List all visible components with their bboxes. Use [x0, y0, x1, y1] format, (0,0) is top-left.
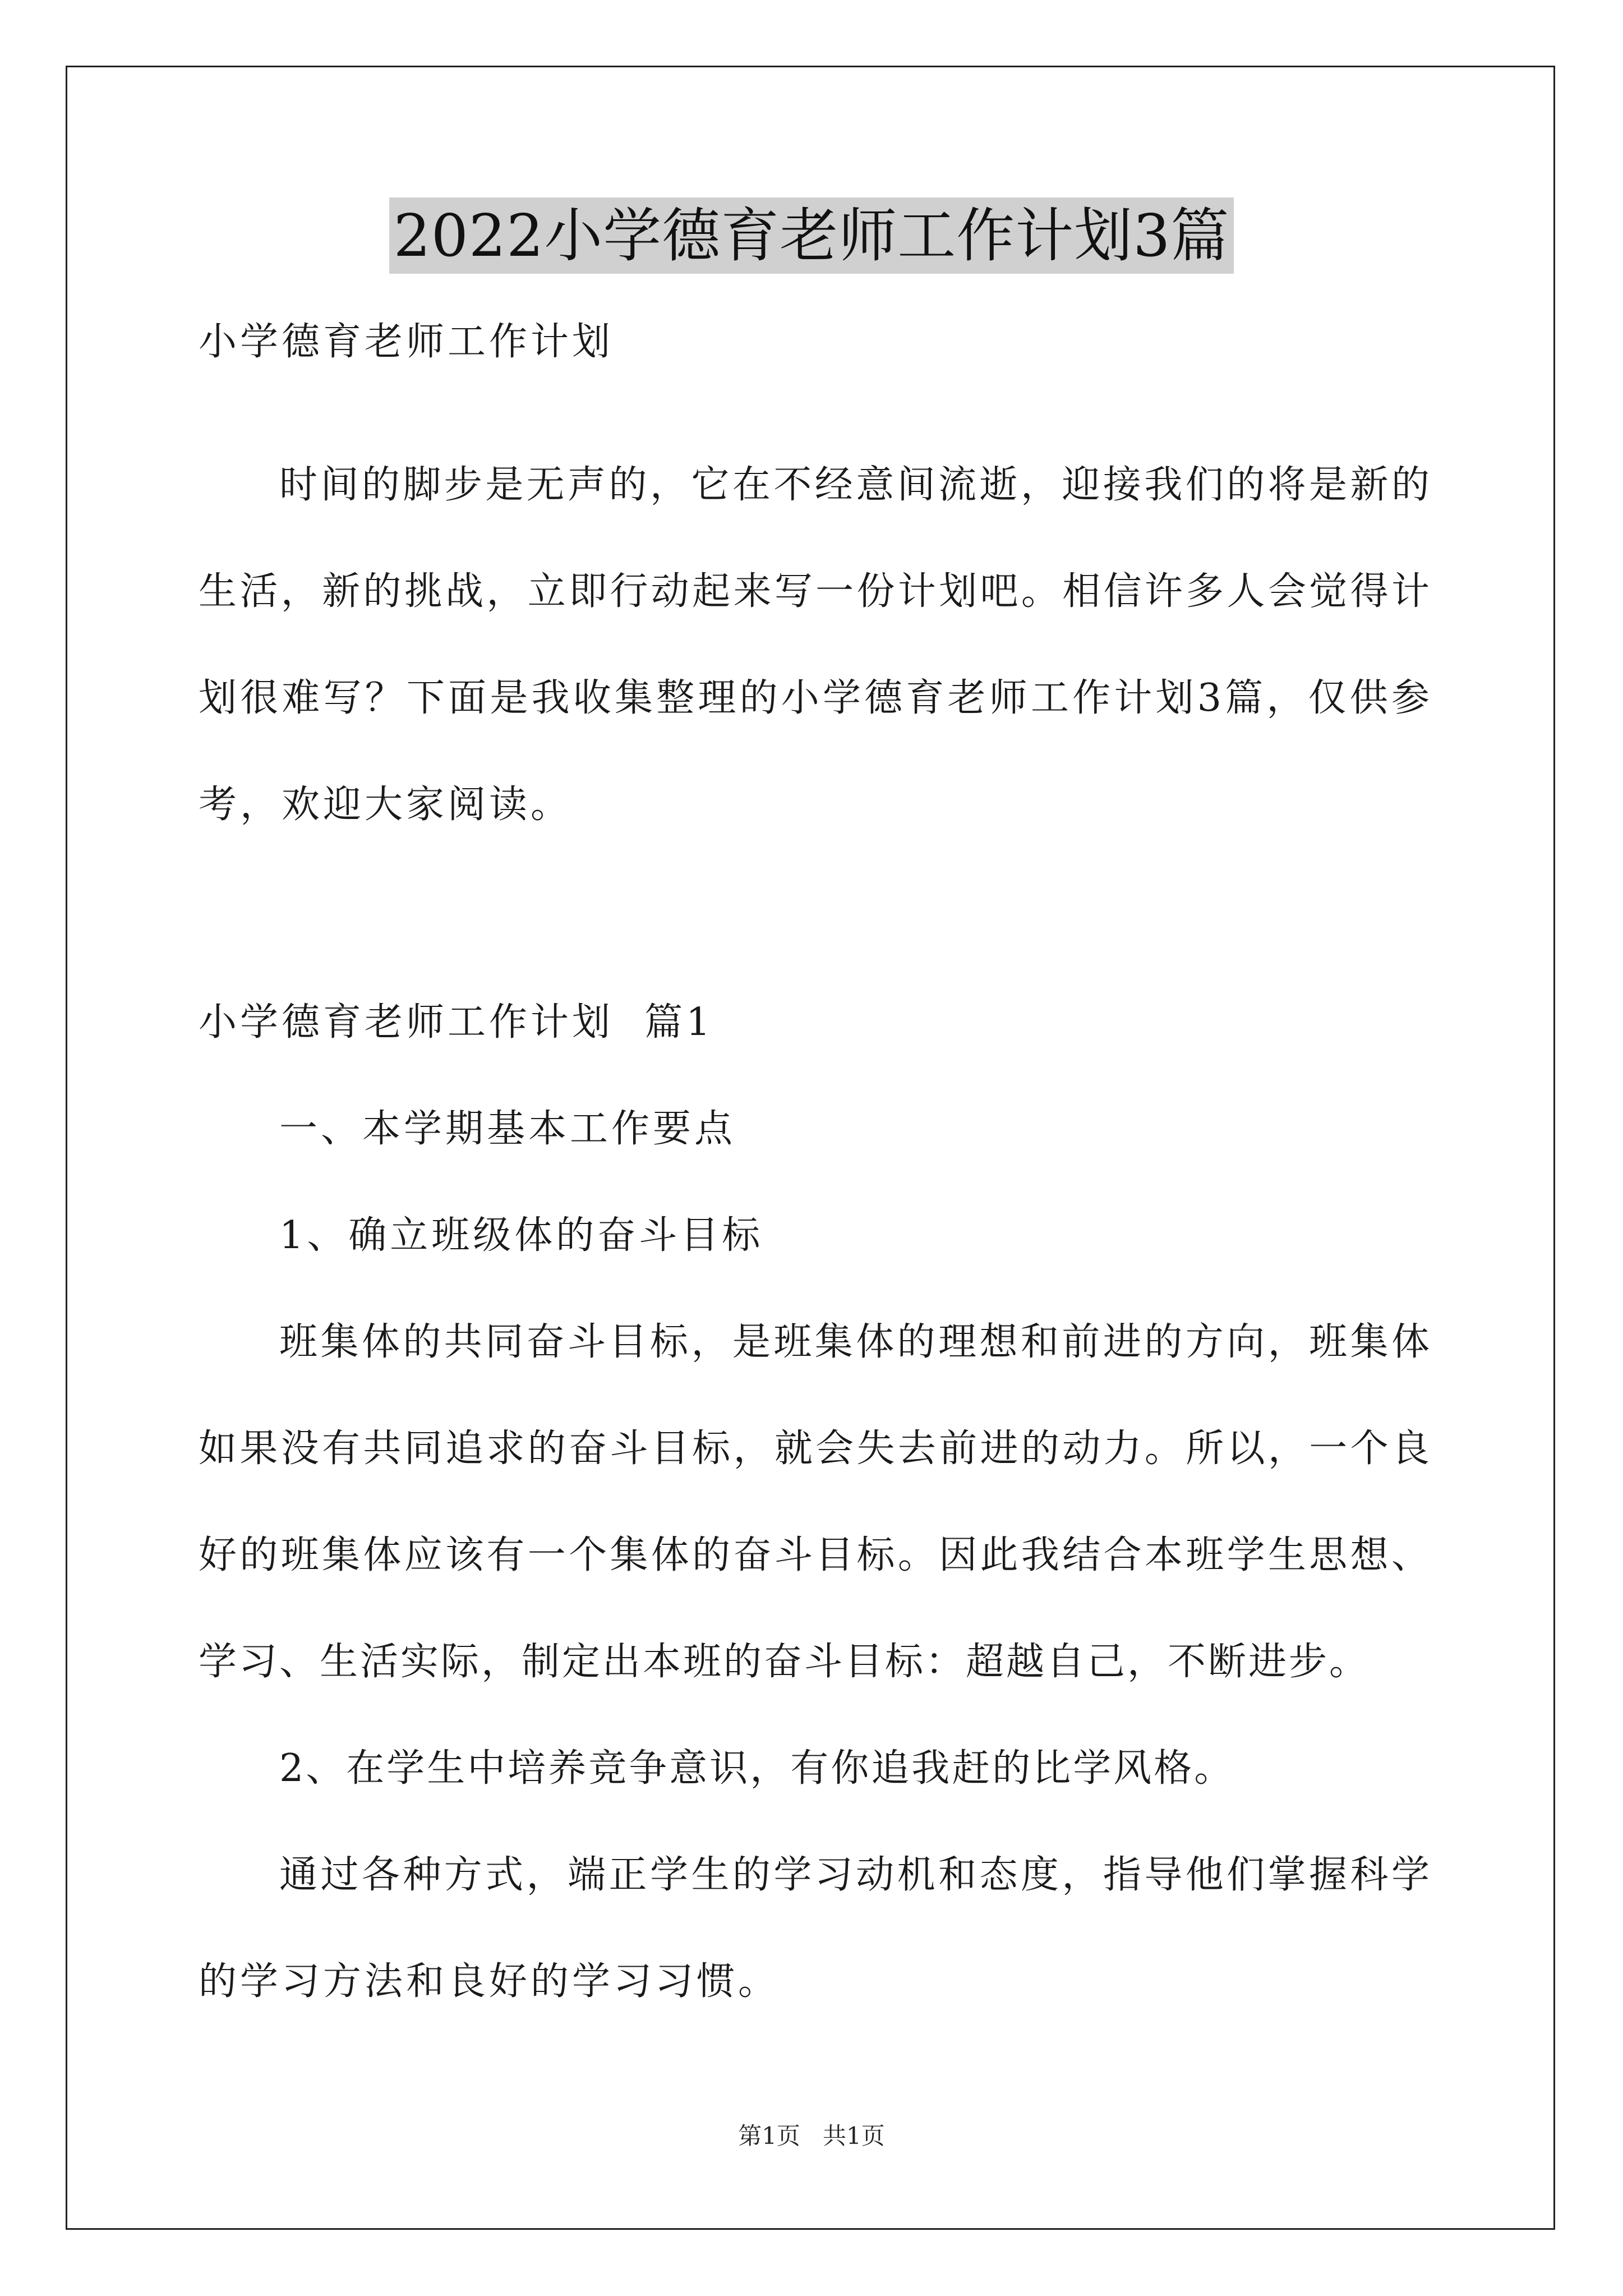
document-title: 2022小学德育老师工作计划3篇: [389, 197, 1234, 274]
sub-heading-1: 一、本学期基本工作要点: [279, 1107, 736, 1151]
section-heading: 小学德育老师工作计划 篇1: [199, 1000, 714, 1045]
intro-line-1: 时间的脚步是无声的，它在不经意间流逝，迎接我们的将是新的: [279, 463, 1430, 507]
title-container: [0, 197, 1623, 274]
item-2-heading: 2、在学生中培养竞争意识，有你追我赶的比学风格。: [279, 1746, 1235, 1791]
item-1-line-2: 如果没有共同追求的奋斗目标，就会失去前进的动力。所以，一个良: [199, 1427, 1430, 1471]
intro-line-4: 考，欢迎大家阅读。: [199, 783, 573, 827]
item-1-line-1: 班集体的共同奋斗目标，是班集体的理想和前进的方向，班集体: [279, 1320, 1430, 1364]
item-1-line-4: 学习、生活实际，制定出本班的奋斗目标：超越自己，不断进步。: [199, 1640, 1370, 1684]
intro-heading: 小学德育老师工作计划: [199, 320, 614, 364]
page-footer: 第1页 共1页: [738, 2122, 885, 2150]
item-1-line-3: 好的班集体应该有一个集体的奋斗目标。因此我结合本班学生思想、: [199, 1533, 1430, 1577]
item-2-line-2: 的学习方法和良好的学习习惯。: [199, 1959, 780, 2004]
intro-line-3: 划很难写？下面是我收集整理的小学德育老师工作计划3篇，仅供参: [199, 676, 1430, 720]
item-2-line-1: 通过各种方式，端正学生的学习动机和态度，指导他们掌握科学: [279, 1853, 1430, 1897]
item-1-heading: 1、确立班级体的奋斗目标: [279, 1213, 764, 1258]
intro-line-2: 生活，新的挑战，立即行动起来写一份计划吧。相信许多人会觉得计: [199, 569, 1430, 614]
